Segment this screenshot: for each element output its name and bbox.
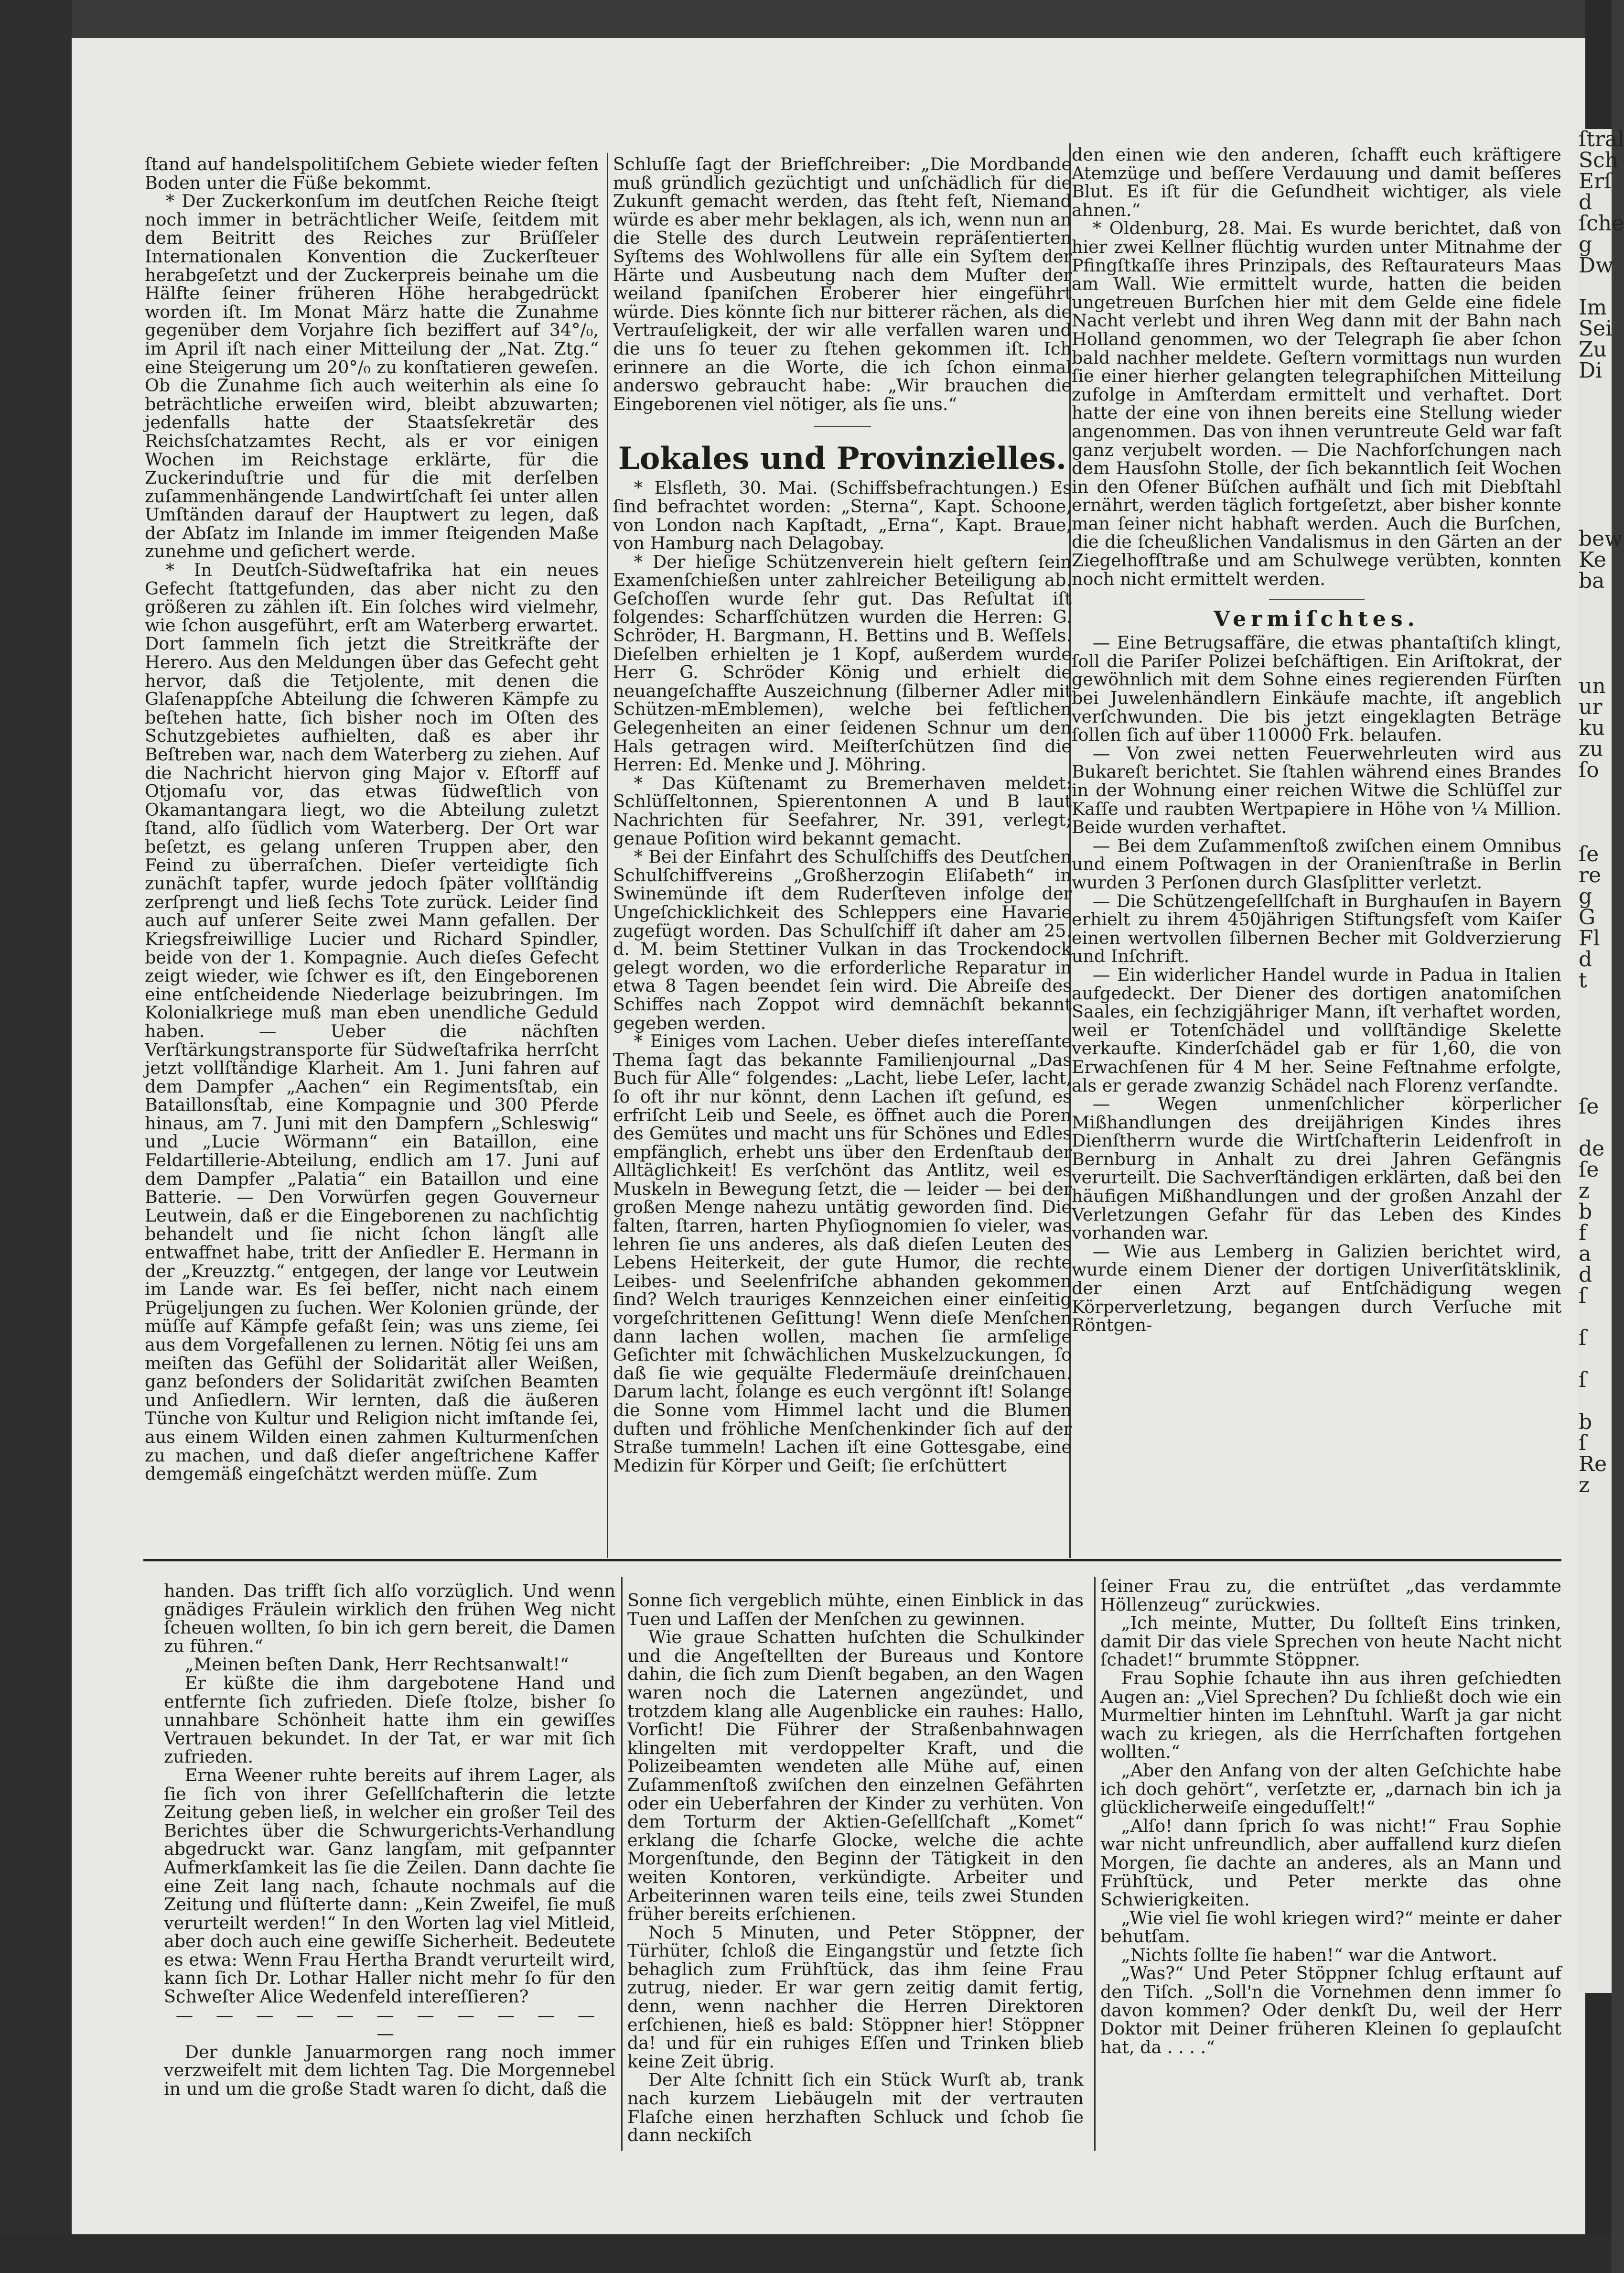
adjacent-page-fragment: ſ <box>1579 1431 1587 1455</box>
adjacent-page-fragment: Sch <box>1579 148 1619 173</box>
paragraph: * Das Küſtenamt zu Bremerhaven meldet: Schlüſſeltonnen, Spierentonnen A und B laut Nachrichten für Seefahrer, Nr. 391, verlegt; genaue Poſition wird bekannt gemacht. <box>613 772 1072 849</box>
paragraph: Der dunkle Januarmorgen rang noch immer verzweifelt mit dem lichten Tag. Die Morgennebel in und um die große Stadt waren ſo dicht, daß die <box>164 2041 615 2100</box>
adjacent-page-fragment <box>1577 655 1612 676</box>
adjacent-page-fragment: Im <box>1579 295 1607 320</box>
adjacent-page-fragment: d <box>1579 1263 1592 1287</box>
paragraph: — — — — — — — — — — — — <box>175 2004 604 2044</box>
adjacent-page-fragment <box>1577 1117 1612 1138</box>
adjacent-page-fragment <box>1577 276 1612 297</box>
adjacent-page-fragment: Fl <box>1579 926 1600 951</box>
adjacent-page-fragment: t <box>1579 968 1587 993</box>
paragraph: * Oldenburg, 28. Mai. Es wurde berichtet, daß von hier zwei Kellner flüchtig wurden unter Mitnahme der Pfingſtkaſſe ihres Prinzipals, des Reſtaurateurs Maas am Wall. Wie ermittelt wurde, hatten die beiden ungetreuen Burſchen hier mit dem Gelde eine fidele Nacht verlebt und ihren Weg dann mit der Bahn nach Holland genommen, wo der Telegraph ſie aber ſchon bald nachher meldete. Geſtern vormittags nun wurden ſie einer hierher gelangten telegraphiſchen Mitteilung zufolge in Amſterdam ermittelt und verhaftet. Dort hatte der eine von ihnen bereits eine Stellung wieder angenommen. Das von ihnen veruntreute Geld war faſt ganz verjubelt worden. — Die Nachforſchungen nach dem Hausſohn Stolle, der ſich bekanntlich ſeit Wochen in den Ofener Büſchen aufhält und ſich mit Diebſtahl ernährt, werden täglich fortgeſetzt, aber bisher konnte man ſeiner nicht habhaft werden. Auch die Burſchen, die die ſcheußlichen Vandalismus in den Gärten an der Ziegelhofſtraße und am Schulwege verübten, konnten noch nicht ermittelt werden. <box>1072 218 1561 589</box>
paragraph: „Meinen beſten Dank, Herr Rechtsanwalt!“ <box>184 1654 569 1675</box>
adjacent-page-fragment: b <box>1579 1410 1592 1434</box>
adjacent-page-fragment: ſo <box>1579 758 1599 782</box>
paragraph: * In Deutſch-Südweſtafrika hat ein neues Gefecht ſtattgefunden, das aber nicht zu den größeren zu zählen iſt. Ein ſolches wird vielmehr, wie ſchon ausgeführt, erſt am Waterberg erwartet. Dort ſammeln ſich jetzt die Streitkräfte der Herero. Aus den Meldungen über das Gefecht geht hervor, daß die Tetjolente, mit denen die Glaſenappſche Abteilung die ſchweren Kämpfe zu beſtehen hatte, ſich bisher noch im Oſten des Schutzgebietes aufhielten, daß es aber ihr Beſtreben war, nach dem Waterberg zu ziehen. Auf die Nachricht hiervon ging Major v. Eſtorff auf Otjomaſu vor, das etwas ſüdweſtlich von Okamantangara liegt, wo die Abteilung zuletzt ſtand, alſo ſüdlich vom Waterberg. Der Ort war beſetzt, es gelang unſeren Truppen aber, den Feind zu überraſchen. Dieſer verteidigte ſich zunächſt tapfer, wurde jedoch ſpäter vollſtändig zerſprengt und ließ ſechs Tote zurück. Leider ſind auch auf unſerer Seite zwei Mann gefallen. Der Kriegsfreiwillige Lucier und Richard Spindler, beide von der 1. Kompagnie. Auch dieſes Gefecht zeigt wieder, wie ſchwer es iſt, den Eingeborenen eine entſcheidende Niederlage beizubringen. Im Kolonialkriege muß man eben unendliche Geduld haben. — Ueber die nächſten Verſtärkungstransporte für Südweſtafrika herrſcht jetzt vollſtändige Klarheit. Am 1. Juni fahren auf dem Dampfer „Aachen“ ein Regimentsſtab, ein Bataillonsſtab, eine Kompagnie und 300 Pferde hinaus, am 7. Juni mit den Dampfern „Schleswig“ und „Lucie Wörmann“ ein Bataillon, eine Feldartillerie-Abteilung, endlich am 17. Juni auf dem Dampfer „Palatia“ ein Bataillon und eine Batterie. — Den Vorwürfen gegen Gouverneur Leutwein, daß er die Eingeborenen zu nachſichtig behandelt und ſie nicht ſchon längſt alle entwaffnet habe, tritt der Anſiedler E. Hermann in der „Kreuzztg.“ entgegen, der lange vor Leutwein im Lande war. Es ſei beſſer, nicht nach einem Prügeljungen zu ſuchen. Wer Kolonien gründe, der müſſe auf Kämpfe gefaßt ſein; was uns zieme, ſei aus dem Vorgefallenen zu lernen. Nötig ſei uns am meiſten das Gefühl der Solidarität aller Weißen, ganz beſonders der Solidarität zwiſchen Beamten und Anſiedlern. Wir lernten, daß die äußeren Tünche von Kultur und Religion nicht imſtande ſei, aus einem Wilden einen zahmen Kulturmenſchen zu machen, und daß dieſer angeſtrichene Kaffer demgemäß eingeſchätzt werden müſſe. Zum <box>145 560 599 1484</box>
adjacent-page-fragment: f <box>1579 1221 1587 1245</box>
adjacent-page-fragment <box>1577 508 1612 529</box>
feuilleton-divider <box>143 1559 1561 1561</box>
adjacent-page-fragment: g <box>1579 884 1592 909</box>
paragraph: * Bei der Einfahrt des Schulſchiffs des Deutſchen Schulſchiffvereins „Großherzogin Eliſabeth“ in Swinemünde iſt dem Ruderſteven infolge der Ungeſchicklichkeit des Schleppers eine Havarie zugefügt worden. Das Schulſchiff iſt daher am 25. d. M. beim Stettiner Vulkan in das Trockendock gelegt worden, wo die erforderliche Reparatur in etwa 8 Tagen beendet ſein wird. Die Abreiſe des Schiffes nach Zoppot wird demnächſt bekannt gegeben werden. <box>613 846 1072 1033</box>
adjacent-page-fragment: z <box>1579 1179 1590 1203</box>
column-rule-1 <box>607 153 608 1558</box>
column-2 <box>613 155 1072 1475</box>
paragraph: den einen wie den anderen, ſchafft euch kräftigere Atemzüge und beſſere Verdauung und damit beſſeres Blut. Es iſt für die Geſundheit wichtiger, als viele ahnen.“ <box>1072 144 1561 220</box>
adjacent-page-fragment: ſ <box>1579 1368 1587 1392</box>
scan-bottom-edge <box>0 2235 1612 2273</box>
adjacent-page-fragment <box>1577 1075 1612 1096</box>
paragraph: Erna Weener ruhte bereits auf ihrem Lager, als ſie ſich von ihrer Geſellſchafterin die letzte Zeitung geben ließ, in welcher ein großer Teil des Berichtes über die Schwurgerichts-Verhandlung abgedruckt war. Ganz langſam, mit geſpannter Aufmerkſamkeit las ſie die Zeilen. Dann dachte ſie eine Zeit lang nach, ſchaute nochmals auf die Zeitung und flüſterte dann: „Kein Zweifel, ſie muß verurteilt werden!“ In den Worten lag viel Mitleid, aber doch auch eine gewiſſe Sicherheit. Bedeutete es etwa: Wenn Frau Hertha Brandt verurteilt wird, kann ſich Dr. Lothar Haller nicht mehr ſo für den Schweſter Alice Wedenfeld intereſſieren? <box>164 1764 615 2007</box>
adjacent-page-fragment: ba <box>1579 569 1605 593</box>
paragraph: — Wegen unmenſchlicher körperlicher Mißhandlungen des dreijährigen Kindes ihres Dienſtherrn wurde die Wirtſchafterin Leidenfroſt in Bernburg in Anhalt zu drei Jahren Gefängnis verurteilt. Die Sachverſtändigen erklärten, daß bei den häufigen Mißhandlungen und der großen Anzahl der Verletzungen Gefahr für das Leben des Kindes vorhanden war. <box>1072 1093 1561 1244</box>
paragraph: Er küßte die ihm dargebotene Hand und entfernte ſich zufrieden. Dieſe ſtolze, bisher ſo unnahbare Schönheit hatte ihm ein gewiſſes Vertrauen bekundet. In der Tat, er war mit ſich zufrieden. <box>164 1672 615 1767</box>
paragraph: * Der hieſige Schützenverein hielt geſtern ſein Examenſchießen unter zahlreicher Beteiligung ab. Geſchoſſen wurde ſehr gut. Das Reſultat iſt folgendes: Scharfſchützen wurden die Herren: G. Schröder, H. Bargmann, H. Bettins und B. Weſſels. Dieſelben erhielten je 1 Kopf, außerdem wurde Herr G. Schröder König und erhielt die neuangeſchaffte Auszeichnung (ſilberner Adler mit Schützen-mEmblemen), welche bei feſtlichen Gelegenheiten an einer ſeidenen Schnur um den Hals getragen wird. Meiſterſchützen ſind die Herren: Ed. Menke und J. Möhring. <box>613 551 1072 775</box>
paragraph: „Was?“ Und Peter Stöppner ſchlug erſtaunt auf den Tiſch. „Soll'n die Vornehmen denn immer ſo davon kommen? Oder denkſt Du, weil der Herr Doktor mit Deiner früheren Kleinen ſo geplauſcht hat, da . . . .“ <box>1100 1963 1561 2057</box>
adjacent-page-fragment: Re <box>1579 1452 1607 1476</box>
adjacent-page-fragment: g <box>1579 232 1592 257</box>
adjacent-page-fragment: d <box>1579 190 1592 215</box>
paragraph: — Von zwei netten Feuerwehrleuten wird aus Bukareſt berichtet. Sie ſtahlen während eines Brandes in der Wohnung einer reichen Witwe die Schlüſſel zur Kaſſe und raubten Wertpapiere in Höhe von ¼ Million. Beide wurden verhaftet. <box>1072 743 1561 838</box>
paragraph: Noch 5 Minuten, und Peter Stöppner, der Türhüter, ſchloß die Eingangstür und ſetzte ſich behaglich zum Frühſtück, das ihm ſeine Frau zutrug, nieder. Er war gern zeitig damit fertig, denn, wenn nachher die Herren Direktoren erſchienen, hieß es bald: Stöppner hier! Stöppner da! und für ein ruhiges Eſſen und Trinken blieb keine Zeit übrig. <box>627 1922 1084 2072</box>
adjacent-page-fragment: G <box>1579 905 1596 930</box>
adjacent-page-fragment: ku <box>1579 716 1605 740</box>
paragraph: — Ein widerlicher Handel wurde in Padua in Italien aufgedeckt. Der Diener des dortigen anatomiſchen Saales, ein ſechzigjähriger Mann, iſt verhaftet worden, weil er Totenſchädel und vollſtändige Skelette verkaufte. Kinderſchädel gab er für 1,60, die von Erwachſenen für 4 M her. Seine Feſtnahme erfolgte, als er gerade zwanzig Schädel nach Florenz verſandte. <box>1072 964 1561 1096</box>
adjacent-page-fragment <box>1577 487 1612 508</box>
adjacent-page-fragment <box>1577 402 1612 423</box>
adjacent-page-fragment: un <box>1579 674 1606 698</box>
adjacent-page-fragment <box>1577 802 1612 823</box>
adjacent-page-fragment <box>1577 781 1612 802</box>
adjacent-page-fragment: zu <box>1579 737 1603 761</box>
adjacent-page-fragment: Dw <box>1579 253 1613 278</box>
paragraph: „Nichts ſollte ſie haben!“ war die Antwort. <box>1121 1944 1497 1965</box>
adjacent-page-strip <box>1577 127 1624 1993</box>
adjacent-page-fragment: Sei <box>1579 316 1613 341</box>
paragraph: * Elsfleth, 30. Mai. (Schiffsbefrachtungen.) Es ſind befrachtet worden: „Sterna“, Kapt. Schoone, von London nach Kapſtadt, „Erna“, Kapt. Braue, von Hamburg nach Delagobay. <box>613 477 1072 554</box>
adjacent-page-fragment <box>1577 823 1612 844</box>
separator-rule <box>814 426 871 427</box>
adjacent-page-fragment: ſe <box>1579 1094 1599 1119</box>
adjacent-page-fragment <box>1577 381 1612 402</box>
paragraph: Sonne ſich vergeblich mühte, einen Einblick in das Tuen und Laſſen der Menſchen zu gewinnen. <box>627 1590 1084 1629</box>
section-heading-misc: Vermiſchtes. <box>1214 607 1420 632</box>
column-rule-3 <box>621 1577 623 2151</box>
column-rule-4 <box>1094 1577 1096 2151</box>
adjacent-page-fragment: d <box>1579 947 1592 972</box>
paragraph: Schluſſe ſagt der Briefſchreiber: „Die Mordbande muß gründlich gezüchtigt und unſchädlich für die Zukunft gemacht werden, das ſteht feſt, Niemand würde es aber mehr beklagen, als ich, wenn nun an die Stelle des durch Leutwein repräſentierten Syſtems des Wohlwollens für alle ein Syſtem der Härte und Ausbeutung nach dem Muſter der weiland ſpaniſchen Eroberer hier eingeführt würde. Dies könnte ſich nur bitterer rächen, als die Vertrauſeligkeit, der wir alle verfallen waren und die uns ſo teuer zu ſtehen gekommen iſt. Ich erinnere an die Worte, die ich ſchon einmal anderswo gebraucht habe: „Wir brauchen die Eingeborenen viel nötiger, als ſie uns.“ <box>613 154 1072 414</box>
adjacent-page-fragment <box>1577 634 1612 655</box>
adjacent-page-fragment <box>1577 444 1612 465</box>
paragraph: „Alſo! dann ſprich ſo was nicht!“ Frau Sophie war nicht unfreundlich, aber auffallend kurz dieſen Morgen, ſie dachte an anderes, als an Mann und Frühſtück, und Peter merkte das ohne Schwierigkeiten. <box>1100 1815 1561 1910</box>
paragraph: * Der Zuckerkonſum im deutſchen Reiche ſteigt noch immer in beträchtlicher Weiſe, ſeitdem mit dem Beitritt des Reiches zur Brüſſeler Internationalen Konvention die Zuckerſteuer herabgeſetzt und der Zuckerpreis beinahe um die Hälfte ſeiner früheren Höhe herabgedrückt worden iſt. Im Monat März hatte die Zunahme gegenüber dem Vorjahre ſich beziffert auf 34°/₀, im April iſt nach einer Mitteilung der „Nat. Ztg.“ eine Steigerung um 20°/₀ zu konſtatieren geweſen. Ob die Zunahme ſich auch weiterhin als eine ſo beträchtliche erweiſen wird, bleibt abzuwarten; jedenfalls hatte der Staatsſekretär des Reichsſchatzamtes Recht, als er vor einigen Wochen im Reichstage erklärte, für die Zuckerinduſtrie und für die mit derſelben zuſammenhängende Landwirtſchaft ſei unter allen Umſtänden darauf der Hauptwert zu legen, daß der Abſatz im Inlande im immer ſteigenden Maße zunehme und geſichert werde. <box>145 191 599 562</box>
adjacent-page-fragment <box>1577 592 1612 613</box>
adjacent-page-fragment: Ke <box>1579 548 1606 572</box>
paragraph: — Eine Betrugsaffäre, die etwas phantaſtiſch klingt, ſoll die Pariſer Polizei beſchäftigen. Ein Ariſtokrat, der gewöhnlich mit dem Sohne eines regierenden Fürſten bei Juwelenhändlern Einkäufe machte, iſt angeblich verſchwunden. Die bis jetzt eingeklagten Beträge ſollen ſich auf über 110000 Frk. belaufen. <box>1072 632 1561 746</box>
paragraph: „Aber den Anfang von der alten Geſchichte habe ich doch gehört“, verſetzte er, „darnach bin ich ja glücklicherweiſe eingeduſſelt!“ <box>1100 1760 1561 1818</box>
section-heading-local: Lokales und Provinzielles. <box>618 441 1067 477</box>
adjacent-page-fragment: ſtral <box>1579 127 1624 152</box>
adjacent-page-fragment <box>1577 1033 1612 1054</box>
adjacent-page-fragment: ur <box>1579 695 1602 719</box>
adjacent-page-fragment: Zu <box>1579 337 1607 362</box>
adjacent-page-fragment: ſe <box>1579 1158 1599 1182</box>
adjacent-page-fragment: de <box>1579 1136 1605 1161</box>
feuilleton-column-3 <box>1100 1577 1561 2057</box>
adjacent-page-fragment <box>1577 1391 1612 1412</box>
adjacent-page-fragment: ſe <box>1579 842 1599 866</box>
adjacent-page-fragment <box>1577 423 1612 444</box>
adjacent-page-fragment: ſche <box>1579 211 1624 236</box>
adjacent-page-fragment <box>1577 991 1612 1012</box>
scan-left-edge <box>0 0 72 2273</box>
paragraph: * Einiges vom Lachen. Ueber dieſes intereſſante Thema ſagt das bekannte Familienjournal „Das Buch für Alle“ folgendes: „Lacht, liebe Leſer, lacht, ſo oft ihr nur könnt, denn Lachen iſt geſund, es erfriſcht Leib und Seele, es öffnet auch die Poren des Gemütes und macht uns für Schönes und Edles empfänglich, erhebt uns über den Erdenſtaub der Alltäglichkeit! Es verſchönt das Antlitz, weil es Muskeln in Bewegung ſetzt, die — leider — bei der großen Menge nahezu untätig geworden ſind. Die falten, ſtarren, harten Phyſiognomien ſo vieler, was lehren ſie uns anderes, als daß dieſen Leuten des Lebens Heiterkeit, der gute Humor, die rechte Leibes- und Seelenfriſche abhanden gekommen ſind? Welch trauriges Kennzeichen einer einſeitig vorgeſchrittenen Geſittung! Wenn dieſe Menſchen dann lachen wollen, machen ſie armſelige Geſichter mit ſchwächlichen Muskelzuckungen, ſo daß ſie wie gequälte Fledermäuſe dreinſchauen. Darum lacht, ſolange es euch vergönnt iſt! Solange die Sonne vom Himmel lacht und die Blumen duften und fröhliche Menſchenkinder ſich auf der Straße tummeln! Lachen iſt eine Gottesgabe, eine Medizin für Körper und Geiſt; ſie erſchüttert <box>613 1031 1072 1476</box>
adjacent-page-fragment: ſ <box>1579 1326 1587 1350</box>
adjacent-page-fragment <box>1577 1349 1612 1370</box>
paragraph: Wie graue Schatten huſchten die Schulkinder und die Angeſtellten der Bureaus und Kontore dahin, die ſich zum Dienſt begaben, an den Wagen waren noch die Laternen angezündet, und trotzdem klang alle Augenblicke ein rauhes: Hallo, Vorſicht! Die Führer der Straßenbahnwagen klingelten mit verdoppelter Kraft, und die Polizeibeamten wendeten alle Mühe auf, einen Zuſammenſtoß zwiſchen den einzelnen Gefährten oder ein Ueberfahren der Kinder zu verhüten. Von dem Torturm der Aktien-Geſellſchaft „Komet“ erklang die ſcharfe Glocke, welche die achte Morgenſtunde, den Beginn der Tätigkeit in den weiten Kontoren, verkündigte. Arbeiter und Arbeiterinnen waren teils eine, teils zwei Stunden früher bereits erſchienen. <box>627 1627 1084 1925</box>
adjacent-page-fragment: Erſ <box>1579 169 1612 194</box>
column-3 <box>1072 146 1561 1335</box>
adjacent-page-fragment: ſ <box>1579 1284 1587 1308</box>
paragraph: — Wie aus Lemberg in Galizien berichtet wird, wurde einem Diener der dortigen Univerſitätsklinik, der einen Arzt auf Entſchädigung wegen Körperverletzung, begangen durch Verſuche mit Röntgen- <box>1072 1241 1561 1336</box>
paragraph: Der Alte ſchnitt ſich ein Stück Wurſt ab, trank nach kurzem Liebäugeln mit der vertrauten Flaſche einen herzhaften Schluck und ſchob ſie dann neckiſch <box>627 2069 1084 2146</box>
adjacent-page-fragment <box>1577 1012 1612 1033</box>
paragraph: Frau Sophie ſchaute ihn aus ihren geſchiedten Augen an: „Viel Sprechen? Du ſchließt doch wie ein Murmeltier hinten im Lehnſtuhl. Warſt ja gar nicht wach zu kriegen, als die Herrſchaften fortgehen wollten.“ <box>1100 1667 1561 1763</box>
feuilleton-column-1 <box>164 1582 615 2099</box>
adjacent-page-fragment <box>1577 1307 1612 1328</box>
column-1 <box>145 155 599 1483</box>
adjacent-page-fragment: b <box>1579 1200 1592 1224</box>
adjacent-page-fragment <box>1577 613 1612 634</box>
adjacent-page-fragment <box>1577 465 1612 487</box>
paragraph: „Ich meinte, Mutter, Du ſollteſt Eins trinken, damit Dir das viele Sprechen von heute Nacht nicht ſchadet!“ brummte Stöppner. <box>1100 1613 1561 1670</box>
paragraph: handen. Das trifft ſich alſo vorzüglich. Und wenn gnädiges Fräulein wirklich den frühen Weg nicht ſcheuen wollten, ſo bin ich gern bereit, die Damen zu führen.“ <box>164 1580 615 1656</box>
adjacent-page-fragment <box>1577 1054 1612 1075</box>
feuilleton-column-2 <box>627 1591 1084 2145</box>
adjacent-page-fragment: bew <box>1579 527 1623 551</box>
separator-rule <box>1269 599 1365 600</box>
paragraph: — Die Schützengeſellſchaft in Burghauſen in Bayern erhielt zu ihrem 450jährigen Stiftungsfeſt vom Kaiſer einen wertvollen ſilbernen Becher mit Goldverzierung und Inſchrift. <box>1072 890 1561 967</box>
paragraph: ſtand auf handelspolitiſchem Gebiete wieder feſten Boden unter die Füße bekommt. <box>145 154 599 193</box>
adjacent-page-fragment: z <box>1579 1473 1590 1497</box>
paragraph: „Wie viel ſie wohl kriegen wird?“ meinte er daher behutſam. <box>1100 1907 1561 1947</box>
adjacent-page-fragment: Di <box>1579 358 1602 383</box>
adjacent-page-fragment: re <box>1579 863 1602 888</box>
paragraph: ſeiner Frau zu, die entrüſtet „das verdammte Höllenzeug“ zurückwies. <box>1100 1576 1561 1615</box>
paragraph: — Bei dem Zuſammenſtoß zwiſchen einem Omnibus und einem Poſtwagen in der Oranienſtraße in Berlin wurden 3 Perſonen durch Glasſplitter verletzt. <box>1072 835 1561 893</box>
adjacent-page-fragment: a <box>1579 1242 1592 1266</box>
